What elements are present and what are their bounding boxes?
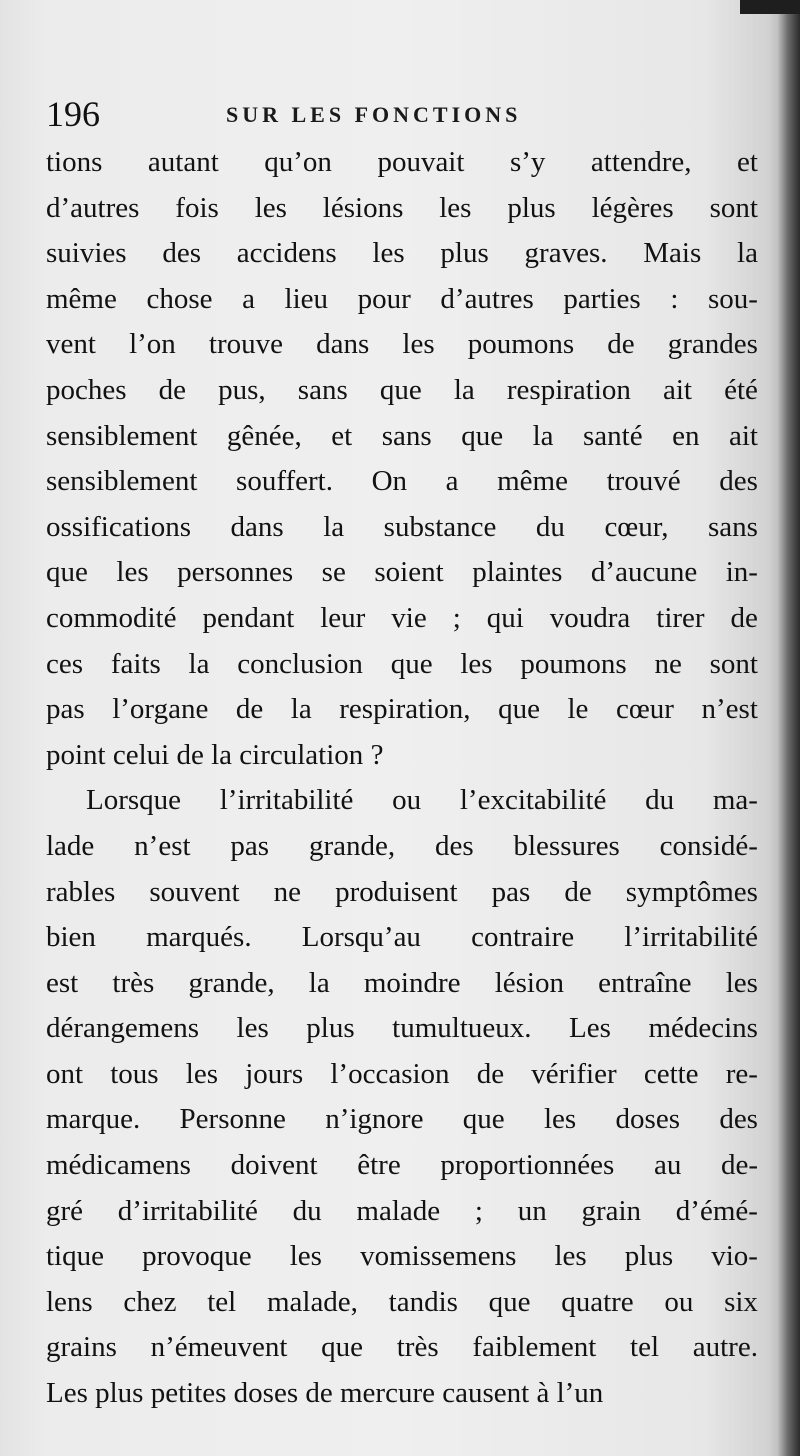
text-line: point celui de la circulation ? xyxy=(46,738,384,771)
page-number: 196 xyxy=(46,94,100,134)
text-line: ces faits la conclusion que les poumons ne sont xyxy=(46,647,758,680)
text-line: tique provoque les vomissemens les plus vio- xyxy=(46,1240,758,1273)
page-header xyxy=(46,92,756,136)
text-line: pas l’organe de la respiration, que le cœur n’est xyxy=(46,693,758,726)
text-line: commodité pendant leur vie ; qui voudra tirer de xyxy=(46,601,758,634)
text-line: rables souvent ne produisent pas de symptômes xyxy=(46,875,758,908)
text-line: vent l’on trouve dans les poumons de grandes xyxy=(46,328,758,361)
running-head: SUR LES FONCTIONS xyxy=(226,102,522,127)
text-line: tions autant qu’on pouvait s’y attendre, et xyxy=(46,146,758,178)
page-corner-shadow xyxy=(740,0,800,14)
text-line: Lorsque l’irritabilité ou l’excitabilité du ma- xyxy=(86,784,758,817)
text-line: même chose a lieu pour d’autres parties : sou- xyxy=(46,282,758,315)
text-line: Les plus petites doses de mercure causent à l’un xyxy=(46,1377,604,1410)
text-line: dérangemens les plus tumultueux. Les médecins xyxy=(46,1012,758,1045)
text-line: lens chez tel malade, tandis que quatre ou six xyxy=(46,1285,758,1318)
text-line: poches de pus, sans que la respiration ait été xyxy=(46,373,758,406)
text-line: grains n’émeuvent que très faiblement tel autre. xyxy=(46,1331,758,1364)
text-line: est très grande, la moindre lésion entraîne les xyxy=(46,966,758,999)
text-line: bien marqués. Lorsqu’au contraire l’irritabilité xyxy=(46,921,758,954)
text-line: ont tous les jours l’occasion de vérifier cette re- xyxy=(46,1057,758,1090)
text-line: que les personnes se soient plaintes d’aucune in- xyxy=(46,556,758,589)
page-edge-shadow xyxy=(778,0,800,1456)
text-line: marque. Personne n’ignore que les doses des xyxy=(46,1103,758,1136)
text-line: ossifications dans la substance du cœur, sans xyxy=(46,510,758,543)
text-line: lade n’est pas grande, des blessures considé- xyxy=(46,829,758,862)
text-line: gré d’irritabilité du malade ; un grain d’émé- xyxy=(46,1194,758,1227)
text-line: suivies des accidens les plus graves. Mais la xyxy=(46,237,758,270)
text-line: sensiblement souffert. On a même trouvé des xyxy=(46,465,758,498)
body-text xyxy=(46,140,758,1417)
text-line: d’autres fois les lésions les plus légères sont xyxy=(46,191,758,224)
text-line: médicamens doivent être proportionnées au de- xyxy=(46,1149,758,1182)
text-line: sensiblement gênée, et sans que la santé en ait xyxy=(46,419,758,452)
